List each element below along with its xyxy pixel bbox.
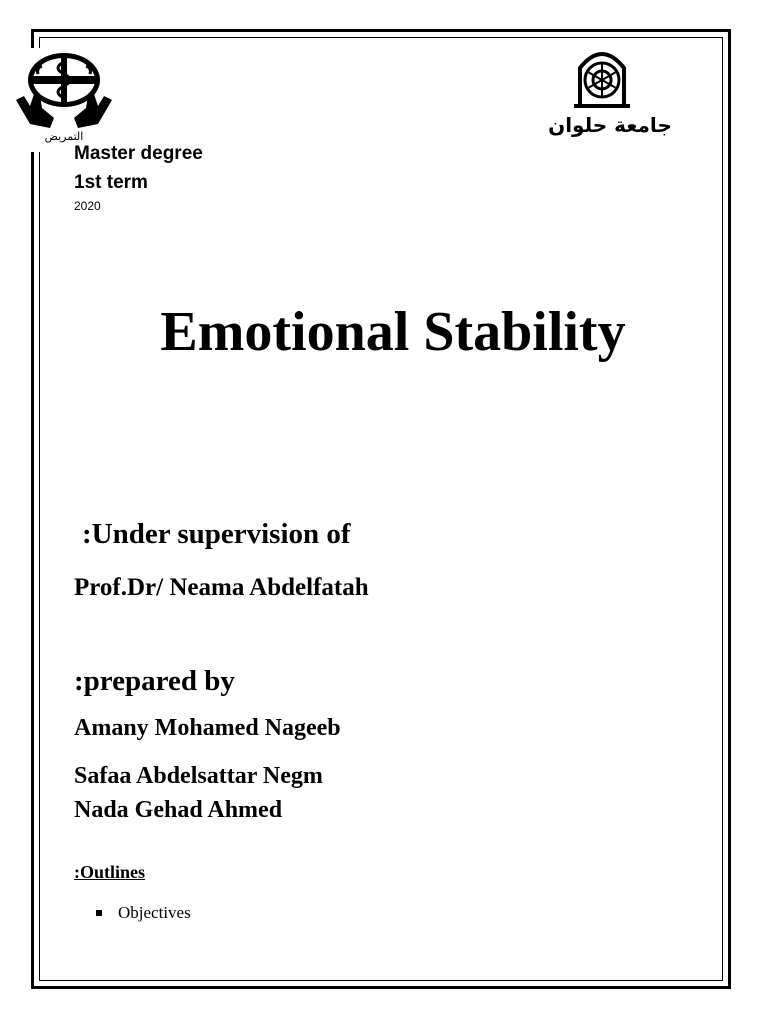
prepared-by-heading: :prepared by bbox=[74, 665, 235, 697]
year-label: 2020 bbox=[74, 199, 101, 213]
author-name: Amany Mohamed Nageeb bbox=[74, 715, 341, 741]
list-item bbox=[96, 903, 191, 923]
nursing-logo-text: التمريض bbox=[44, 130, 84, 143]
supervisor-name: Prof.Dr/ Neama Abdelfatah bbox=[74, 574, 369, 601]
helwan-university-logo-icon bbox=[544, 40, 676, 140]
author-name: Safaa Abdelsattar Negm bbox=[74, 763, 323, 789]
term-label: 1st term bbox=[74, 172, 148, 193]
supervision-heading: :Under supervision of bbox=[82, 518, 351, 550]
outline-item-label: Objectives bbox=[118, 903, 191, 922]
nursing-faculty-logo-icon bbox=[12, 48, 116, 152]
outlines-list bbox=[96, 903, 191, 923]
square-bullet-icon bbox=[96, 910, 102, 916]
author-name: Nada Gehad Ahmed bbox=[74, 797, 283, 823]
helwan-logo-text: جامعة حلوان bbox=[548, 113, 672, 137]
degree-label: Master degree bbox=[74, 143, 203, 164]
document-title: Emotional Stability bbox=[160, 301, 626, 363]
outlines-heading: :Outlines bbox=[74, 862, 146, 882]
